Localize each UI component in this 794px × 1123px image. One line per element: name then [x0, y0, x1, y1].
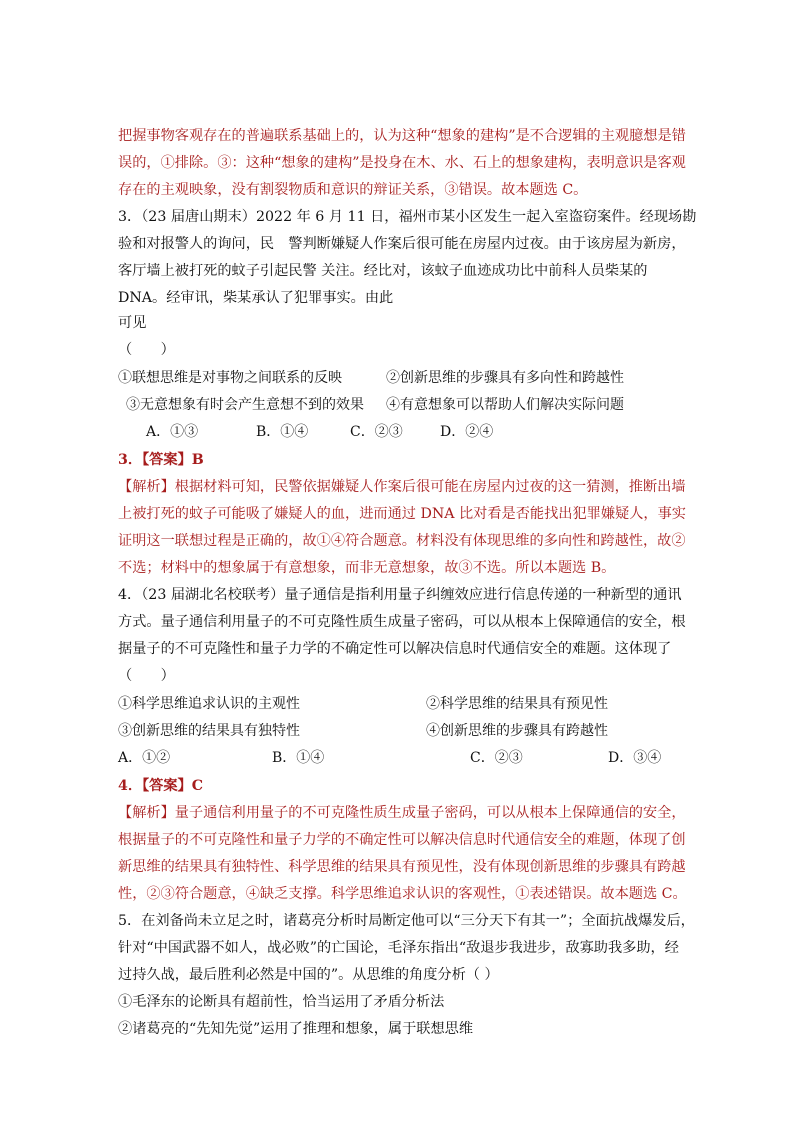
explain-4: 性，②③符合题意，④缺乏支撑。科学思维追求认识的客观性，①表述错误。故本题选 C。 — [118, 886, 687, 902]
explain-3: 证明这一联想过程是正确的，故①④符合题意。材料没有体现思维的多向性和跨越性，故② — [118, 533, 686, 549]
question-5-option: ①毛泽东的论断具有超前性，恰当运用了矛盾分析法 — [118, 994, 445, 1010]
explain-4: 根据量子的不可克隆性和量子力学的不确定性可以解决信息时代通信安全的难题，体现了创 — [118, 832, 686, 848]
choice: D．③④ — [608, 750, 662, 766]
choice: A．①② — [118, 750, 171, 766]
question-3-stem: DNA。经审讯，柴某承认了犯罪事实。由此 — [118, 290, 394, 306]
option: ②科学思维的结果具有预见性 — [426, 696, 608, 712]
option: ②创新思维的步骤具有多向性和跨越性 — [386, 370, 624, 386]
question-5-stem: 5．在刘备尚未立足之时，诸葛亮分析时局断定他可以“三分天下有其一”；全面抗战爆发后， — [118, 913, 695, 929]
explain-3: 不选；材料中的想象属于有意想象，而非无意想象，故③不选。所以本题选 B。 — [118, 560, 616, 576]
question-4-stem: 4．（23 届湖北名校联考）量子通信是指利用量子纠缠效应进行信息传递的一种新型的通讯 — [118, 587, 682, 603]
option: ③创新思维的结果具有独特性 — [118, 723, 300, 739]
explain-4: 【解析】量子通信利用量子的不可克隆性质生成量子密码，可以从根本上保障通信的安全， — [118, 805, 686, 821]
question-4-stem: 方式。量子通信利用量子的不可克隆性质生成量子密码，可以从根本上保障通信的安全，根 — [118, 614, 686, 630]
explain-line: 误的，①排除。③：这种“想象的建构”是投身在木、水、石上的想象建构，表明意识是客观 — [118, 155, 686, 171]
option: ④有意想象可以帮助人们解决实际问题 — [386, 397, 624, 413]
question-4-paren: （ ） — [118, 668, 175, 684]
explain-3: 【解析】根据材料可知，民警依据嫌疑人作案后很可能在房屋内过夜的这一猜测，推断出墙 — [118, 479, 686, 495]
choice: A．①③ — [146, 424, 199, 440]
option: ③无意想象有时会产生意想不到的效果 — [126, 397, 364, 413]
question-5-stem: 过持久战，最后胜利必然是中国的”。从思维的角度分析（ ） — [118, 967, 499, 983]
question-3-stem: 可见 — [118, 315, 147, 331]
option: ①科学思维追求认识的主观性 — [118, 696, 300, 712]
explain-line: 把握事物客观存在的普遍联系基础上的，认为这种“想象的建构”是不合逻辑的主观臆想是错 — [118, 128, 686, 144]
choice: B．①④ — [272, 750, 325, 766]
question-3-stem: 3．（23 届唐山期末）2022 年 6 月 11 日，福州市某小区发生一起入室盗窃案件。经现场勘 — [118, 209, 697, 225]
explain-line: 存在的主观映象，没有割裂物质和意识的辩证关系，③错误。故本题选 C。 — [118, 182, 588, 198]
question-3-stem: 客厅墙上被打死的蚊子引起民警 关注。经比对，该蚊子血迹成功比中前科人员柴某的 — [118, 263, 648, 279]
option: ④创新思维的步骤具有跨越性 — [426, 723, 608, 739]
answer-4: 4．【答案】C — [118, 778, 204, 794]
question-5-stem: 针对“中国武器不如人，战必败”的亡国论，毛泽东指出“敌退步我进步，敌寡助我多助，经 — [118, 940, 679, 956]
choice: C．②③ — [470, 750, 523, 766]
question-3-paren: （ ） — [118, 342, 175, 358]
question-4-stem: 据量子的不可克隆性和量子力学的不确定性可以解决信息时代通信安全的难题。这体现了 — [118, 641, 672, 657]
choice: B．①④ — [256, 424, 309, 440]
option: ①联想思维是对事物之间联系的反映 — [118, 370, 342, 386]
question-3-stem: 验和对报警人的询问，民 警判断嫌疑人作案后很可能在房屋内过夜。由于该房屋为新房， — [118, 236, 686, 252]
answer-3: 3．【答案】B — [118, 452, 204, 468]
explain-3: 上被打死的蚊子可能吸了嫌疑人的血，进而通过 DNA 比对看是否能找出犯罪嫌疑人，事实 — [118, 506, 686, 522]
choice: D．②④ — [440, 424, 494, 440]
question-5-option: ②诸葛亮的“先知先觉”运用了推理和想象，属于联想思维 — [118, 1021, 474, 1037]
choice: C．②③ — [350, 424, 403, 440]
explain-4: 新思维的结果具有独特性、科学思维的结果具有预见性，没有体现创新思维的步骤具有跨越 — [118, 859, 686, 875]
